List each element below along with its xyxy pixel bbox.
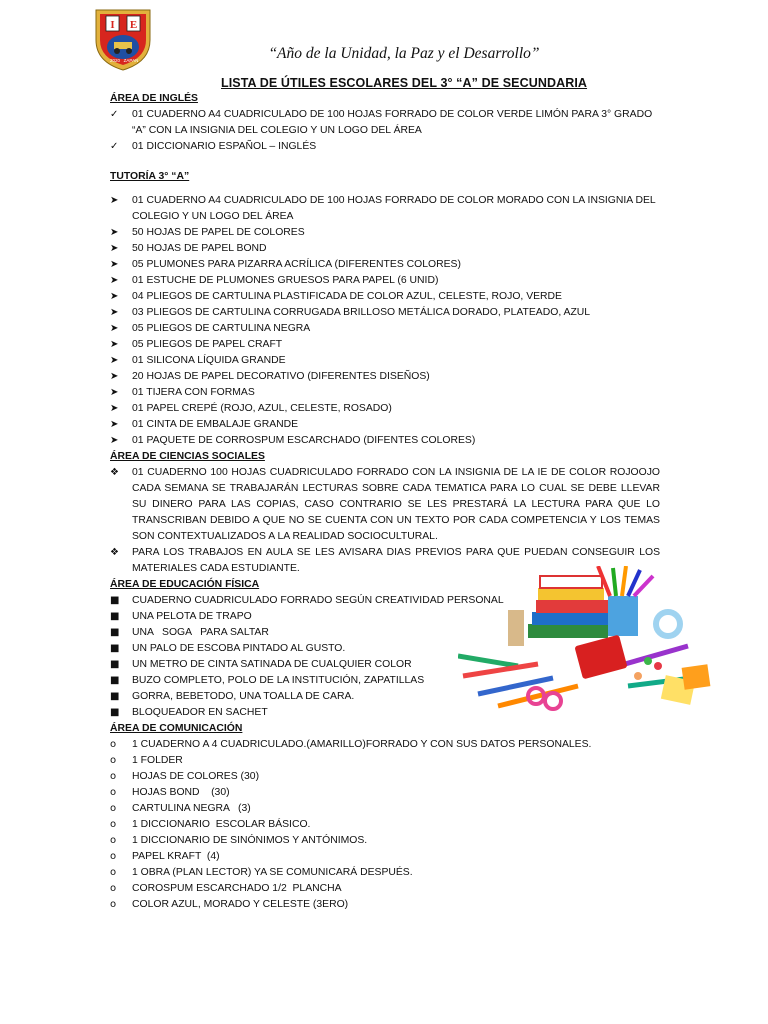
list-item: o 1 DICCIONARIO ESCOLAR BÁSICO. [110,817,660,833]
list-item: o 1 FOLDER [110,753,660,769]
square-bullet-icon: ■ [110,627,120,638]
list-item: o HOJAS BOND (30) [110,785,660,801]
list-item: ➤ 03 PLIEGOS DE CARTULINA CORRUGADA BRILLOSO METÁLICA DORADO, PLATEADO, AZUL [110,305,660,321]
arrow-bullet-icon: ➤ [110,371,119,382]
check-bullet-icon: ✓ [110,109,119,120]
list-item: o HOJAS DE COLORES (30) [110,769,660,785]
list-item: ➤ 01 ESTUCHE DE PLUMONES GRUESOS PARA PAPEL (6 UNID) [110,273,660,289]
list-sociales [110,465,660,577]
list-item: ■ BLOQUEADOR EN SACHET [110,705,660,721]
circle-bullet-icon: o [110,803,117,814]
list-item: o PAPEL KRAFT (4) [110,849,660,865]
square-bullet-icon: ■ [110,675,120,686]
arrow-bullet-icon: ➤ [110,259,119,270]
list-item: ➤ 01 CINTA DE EMBALAJE GRANDE [110,417,660,433]
list-item: o COLOR AZUL, MORADO Y CELESTE (3ERO) [110,897,660,913]
list-item: o 1 CUADERNO A 4 CUADRICULADO.(AMARILLO)FORRADO Y CON SUS DATOS PERSONALES. [110,737,660,753]
circle-bullet-icon: o [110,851,117,862]
list-tutoria [110,193,660,449]
circle-bullet-icon: o [110,787,117,798]
arrow-bullet-icon: ➤ [110,419,119,430]
list-item: ➤ 01 TIJERA CON FORMAS [110,385,660,401]
list-item: ➤ 05 PLIEGOS DE CARTULINA NEGRA [110,321,660,337]
section-title-sociales: ÁREA DE CIENCIAS SOCIALES [110,451,265,462]
list-item: ➤ 05 PLIEGOS DE PAPEL CRAFT [110,337,660,353]
list-item: ❖ 01 CUADERNO 100 HOJAS CUADRICULADO FORRADO CON LA INSIGNIA DE LA IE DE COLOR ROJOOJO CADA SEMANA SE TRABAJARÁN LECTURAS SOBRE CADA TEMATICA PARA LO CUAL SE DEBE LLEVAR SU DINERO PARA LAS COPIAS, CASO CONTRARIO SE LES PRESTARÁ LA LECTURA PARA QUE LO TRANSCRIBAN DEBIDO A QUE NO SE CUENTA CON UN TEXTO POR CADA COMPETENCIA Y LOS TEMAS SON CONTEXTUALIZADOS A LA REALIDAD SOCIOCULTURAL. [110,467,660,542]
list-item: ■ CUADERNO CUADRICULADO FORRADO SEGÚN CREATIVIDAD PERSONAL [110,593,660,609]
arrow-bullet-icon: ➤ [110,275,119,286]
square-bullet-icon: ■ [110,707,120,718]
crest-letter-e: E [129,19,138,31]
list-item: ■ UNA SOGA PARA SALTAR [110,625,660,641]
list-item: ➤ 05 PLUMONES PARA PIZARRA ACRÍLICA (DIFERENTES COLORES) [110,257,660,273]
section-title-ingles: ÁREA DE INGLÉS [110,93,198,104]
square-bullet-icon: ■ [110,659,120,670]
circle-bullet-icon: o [110,883,117,894]
circle-bullet-icon: o [110,899,117,910]
check-bullet-icon: ✓ [110,141,119,152]
circle-bullet-icon: o [110,771,117,782]
arrow-bullet-icon: ➤ [110,291,119,302]
list-item: ➤ 01 PAPEL CREPÉ (ROJO, AZUL, CELESTE, ROSADO) [110,401,660,417]
diamond-bullet-icon: ❖ [110,467,119,478]
list-item: ■ UNA PELOTA DE TRAPO [110,609,660,625]
document-body [110,91,660,913]
list-ingles [110,107,660,155]
arrow-bullet-icon: ➤ [110,387,119,398]
list-item: ➤ 01 SILICONA LÍQUIDA GRANDE [110,353,660,369]
list-item: ➤ 50 HOJAS DE PAPEL DE COLORES [110,225,660,241]
crest-year: 2020 [109,58,121,63]
diamond-bullet-icon: ❖ [110,547,119,558]
list-item: ■ UN PALO DE ESCOBA PINTADO AL GUSTO. [110,641,660,657]
circle-bullet-icon: o [110,819,117,830]
list-item: o 1 OBRA (PLAN LECTOR) YA SE COMUNICARÁ DESPUÉS. [110,865,660,881]
arrow-bullet-icon: ➤ [110,227,119,238]
arrow-bullet-icon: ➤ [110,307,119,318]
crest-letter-i: I [110,19,115,31]
square-bullet-icon: ■ [110,691,120,702]
list-item: ✓ 01 DICCIONARIO ESPAÑOL – INGLÉS [110,139,660,155]
list-item: ■ GORRA, BEBETODO, UNA TOALLA DE CARA. [110,689,660,705]
list-item: ❖ PARA LOS TRABAJOS EN AULA SE LES AVISARA DIAS PREVIOS PARA QUE PUEDAN CONSEGUIR LOS MATERIALES CADA ESTUDIANTE. [110,547,660,574]
crest-place: ZAPAN [123,58,139,63]
arrow-bullet-icon: ➤ [110,323,119,334]
list-item: ✓ 01 CUADERNO A4 CUADRICULADO DE 100 HOJAS FORRADO DE COLOR VERDE LIMÓN PARA 3° GRADO “A” CON LA INSIGNIA DEL COLEGIO Y UN LOGO DEL ÁREA [110,109,653,136]
circle-bullet-icon: o [110,867,117,878]
school-supplies-image [458,566,720,724]
arrow-bullet-icon: ➤ [110,339,119,350]
section-title-comunicacion: ÁREA DE COMUNICACIÓN [110,723,243,734]
square-bullet-icon: ■ [110,595,120,606]
section-title-fisica: ÁREA DE EDUCACIÓN FÍSICA [110,579,260,590]
arrow-bullet-icon: ➤ [110,243,119,254]
list-item: ➤ 01 CUADERNO A4 CUADRICULADO DE 100 HOJAS FORRADO DE COLOR MORADO CON LA INSIGNIA DEL COLEGIO Y UN LOGO DEL ÁREA [110,195,656,222]
list-item: ■ BUZO COMPLETO, POLO DE LA INSTITUCIÓN, ZAPATILLAS [110,673,660,689]
document-title: LISTA DE ÚTILES ESCOLARES DEL 3° “A” DE SECUNDARIA [221,76,588,90]
list-item: o COROSPUM ESCARCHADO 1/2 PLANCHA [110,881,660,897]
list-item: o 1 DICCIONARIO DE SINÓNIMOS Y ANTÓNIMOS. [110,833,660,849]
circle-bullet-icon: o [110,755,117,766]
section-title-tutoria: TUTORÍA 3° “A” [110,171,190,182]
square-bullet-icon: ■ [110,611,120,622]
circle-bullet-icon: o [110,739,117,750]
square-bullet-icon: ■ [110,643,120,654]
arrow-bullet-icon: ➤ [110,435,119,446]
list-comunicacion [110,737,660,913]
arrow-bullet-icon: ➤ [110,403,119,414]
list-item: ➤ 50 HOJAS DE PAPEL BOND [110,241,660,257]
circle-bullet-icon: o [110,835,117,846]
arrow-bullet-icon: ➤ [110,195,119,206]
arrow-bullet-icon: ➤ [110,355,119,366]
year-motto: “Año de la Unidad, la Paz y el Desarrollo” [268,45,540,62]
list-item: o CARTULINA NEGRA (3) [110,801,660,817]
list-item: ■ UN METRO DE CINTA SATINADA DE CUALQUIER COLOR [110,657,660,673]
list-item: ➤ 01 PAQUETE DE CORROSPUM ESCARCHADO (DIFENTES COLORES) [110,433,660,449]
list-item: ➤ 20 HOJAS DE PAPEL DECORATIVO (DIFERENTES DISEÑOS) [110,369,660,385]
list-item: ➤ 04 PLIEGOS DE CARTULINA PLASTIFICADA DE COLOR AZUL, CELESTE, ROJO, VERDE [110,289,660,305]
